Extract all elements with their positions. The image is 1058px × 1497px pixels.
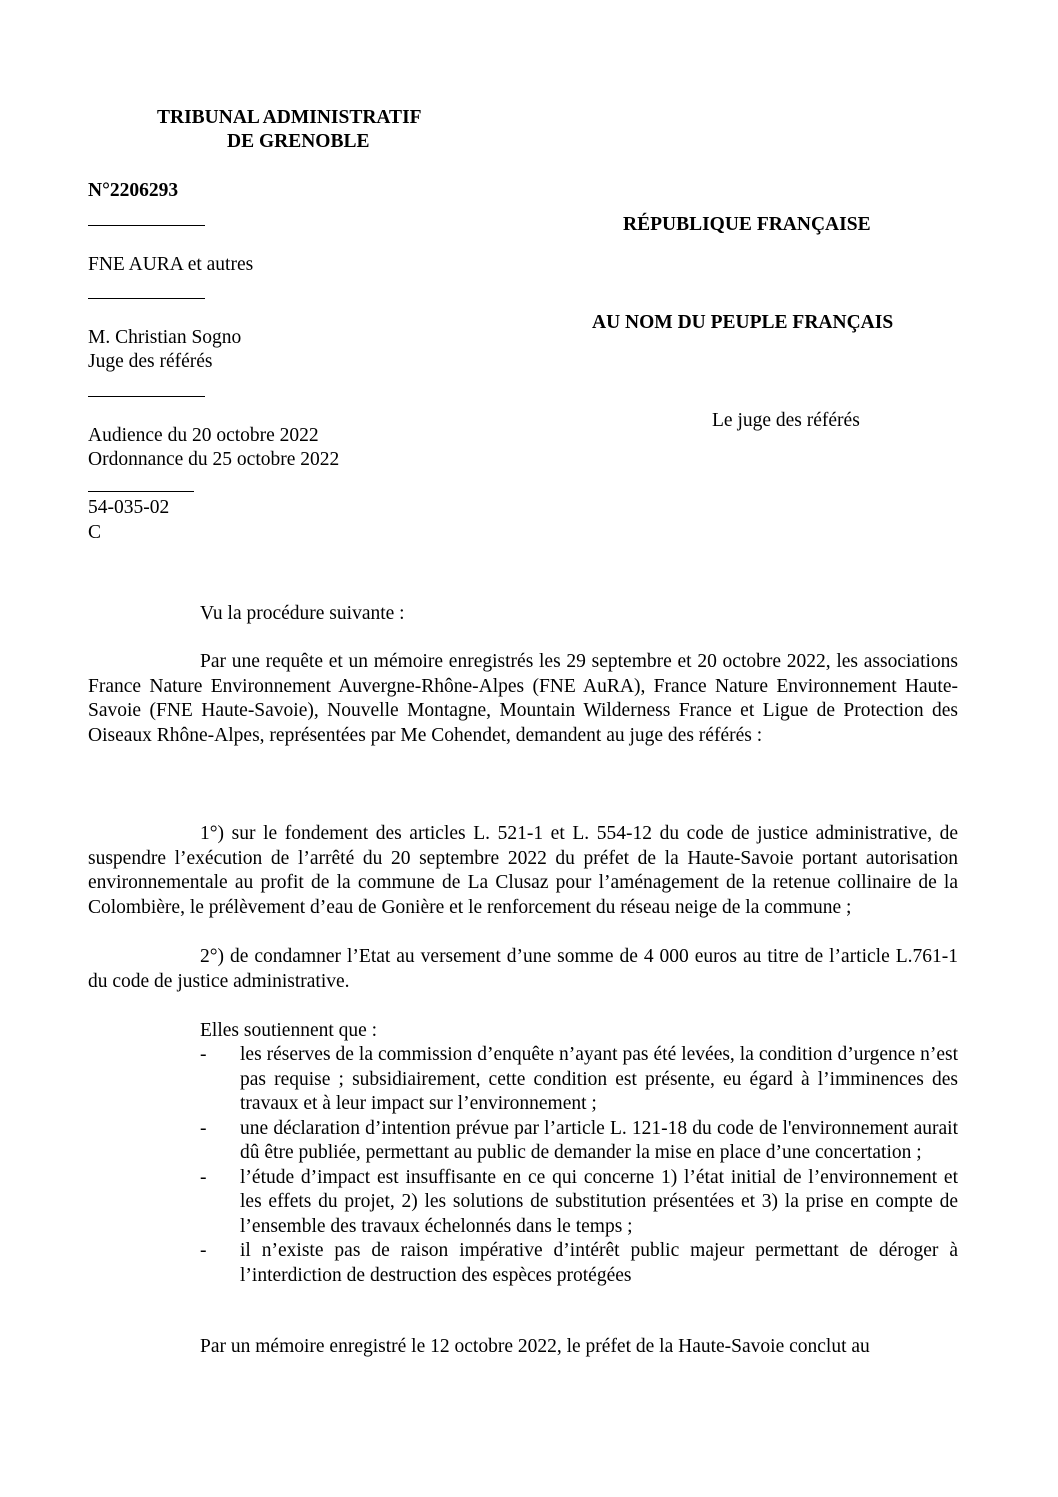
issuer-line: Le juge des référés bbox=[712, 410, 860, 431]
separator-rule bbox=[88, 298, 205, 299]
procedure-intro: Vu la procédure suivante : bbox=[200, 603, 405, 624]
court-name-line1: TRIBUNAL ADMINISTRATIF bbox=[157, 107, 422, 128]
classification-code: 54-035-02 bbox=[88, 497, 170, 518]
parties: FNE AURA et autres bbox=[88, 254, 254, 275]
list-item bbox=[200, 1117, 958, 1166]
case-number: N°2206293 bbox=[88, 180, 179, 201]
list-item bbox=[200, 1166, 958, 1240]
list-item bbox=[200, 1043, 958, 1117]
list-item-text: l’étude d’impact est insuffisante en ce qui concerne 1) l’état initial de l’environnement et les effets du projet, 2) les solutions de substitution présentées et 3) la prise en compte de l’ensemble des travaux échelonnés dans le temps ; bbox=[240, 1166, 958, 1237]
court-name-line2: DE GRENOBLE bbox=[227, 131, 370, 152]
prefect-brief-paragraph: Par un mémoire enregistré le 12 octobre 2022, le préfet de la Haute-Savoie conclut au bbox=[200, 1336, 870, 1357]
arguments-intro: Elles soutiennent que : bbox=[200, 1020, 378, 1041]
claim-1-paragraph: 1°) sur le fondement des articles L. 521-1 et L. 554-12 du code de justice administrative, de suspendre l’exécution de l’arrêté du 20 septembre 2022 du préfet de la Haute-Savoie portant autorisation environnementale au profit de la commune de La Clusaz pour l’aménagement de la retenue collinaire de la Colombière, le prélèvement d’eau de Gonière et le renforcement du réseau neige de la commune ; bbox=[88, 823, 958, 918]
bullet-dash: - bbox=[200, 1166, 207, 1188]
judge-name: M. Christian Sogno bbox=[88, 327, 242, 348]
list-item-text: il n’existe pas de raison impérative d’intérêt public majeur permettant de déroger à l’interdiction de destruction des espèces protégées bbox=[240, 1240, 958, 1286]
arguments-list bbox=[200, 1043, 958, 1288]
order-date: Ordonnance du 25 octobre 2022 bbox=[88, 449, 340, 470]
bullet-dash: - bbox=[200, 1240, 207, 1261]
claim-2-paragraph: 2°) de condamner l’Etat au versement d’une somme de 4 000 euros au titre de l’article L.761-1 du code de justice administrative. bbox=[88, 946, 958, 992]
publication-letter: C bbox=[88, 522, 102, 543]
request-paragraph: Par une requête et un mémoire enregistrés les 29 septembre et 20 octobre 2022, les associations France Nature Environnement Auvergne-Rhône-Alpes (FNE AuRA), France Nature Environnement Haute-Savoie (FNE Haute-Savoie), Nouvelle Montagne, Mountain Wilderness France et Ligue de Protection des Oiseaux Rhône-Alpes, représentées par Me Cohendet, demandent au juge des référés : bbox=[88, 651, 958, 746]
separator-rule bbox=[88, 491, 194, 492]
list-item-text: une déclaration d’intention prévue par l’article L. 121-18 du code de l'environnement aurait dû être publiée, permettant au public de demander la mise en place d’une concertation ; bbox=[240, 1117, 958, 1163]
hearing-date: Audience du 20 octobre 2022 bbox=[88, 425, 319, 446]
separator-rule bbox=[88, 396, 205, 397]
list-item-text: les réserves de la commission d’enquête n’ayant pas été levées, la condition d’urgence n’est pas requise ; subsidiairement, cette condition est présente, eu égard à l’imminences des travaux et à leur impact sur l’environnement ; bbox=[240, 1044, 958, 1114]
list-item bbox=[200, 1239, 958, 1288]
bullet-dash: - bbox=[200, 1044, 207, 1065]
people-heading: AU NOM DU PEUPLE FRANÇAIS bbox=[592, 312, 894, 333]
separator-rule bbox=[88, 225, 205, 226]
judge-role: Juge des référés bbox=[88, 351, 213, 372]
bullet-dash: - bbox=[200, 1117, 207, 1139]
republic-heading: RÉPUBLIQUE FRANÇAISE bbox=[623, 214, 871, 235]
